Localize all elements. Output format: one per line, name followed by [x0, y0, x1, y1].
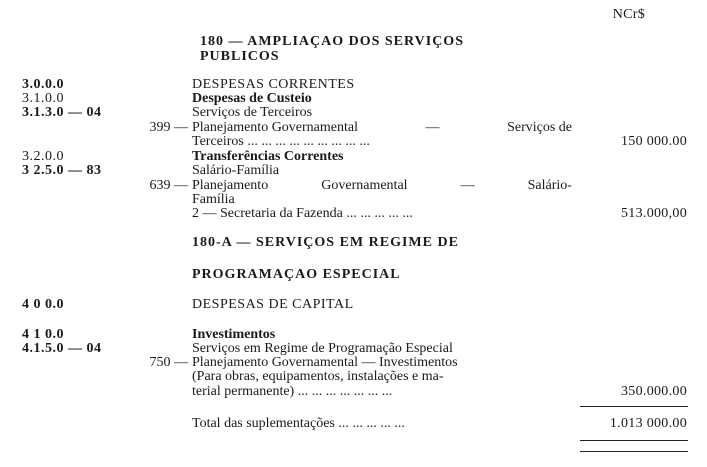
- amount: 513.000,00: [621, 206, 687, 221]
- sub-code: 750 —: [149, 355, 188, 370]
- text-part: —: [460, 178, 475, 193]
- line-text: Salário-Família: [192, 163, 280, 178]
- account-code: 3.2.0.0: [22, 149, 64, 164]
- total-rule-2: [580, 451, 688, 452]
- text-part: Salário-: [527, 178, 572, 193]
- account-code: 3.1.3.0 — 04: [22, 105, 102, 120]
- account-code: 3.0.0.0: [22, 77, 64, 92]
- line-text: DESPESAS DE CAPITAL: [192, 297, 354, 312]
- account-code: 3.1.0.0: [22, 91, 64, 106]
- section-title-cont: PROGRAMAÇAO ESPECIAL: [192, 267, 401, 282]
- account-code: 4 0 0.0: [22, 297, 64, 312]
- line-text: Despesas de Custeio: [192, 91, 312, 106]
- section-title: 180 — AMPLIAÇAO DOS SERVIÇOS: [200, 34, 464, 49]
- line-text: Família: [192, 192, 235, 207]
- line-text: [192, 179, 572, 193]
- section-title: 180-A — SERVIÇOS EM REGIME DE: [192, 235, 459, 250]
- text-part: Serviços de: [507, 120, 572, 135]
- line-text: (Para obras, equipamentos, instalações e ma-: [192, 369, 444, 384]
- account-code: 4.1.5.0 — 04: [22, 341, 102, 356]
- amount: 350.000.00: [621, 384, 687, 399]
- line-text: Transferências Correntes: [192, 149, 344, 164]
- total-rule-1: [580, 440, 688, 441]
- account-code: 3 2.5.0 — 83: [22, 163, 102, 178]
- line-text: [192, 121, 572, 135]
- total-amount: 1.013 000.00: [609, 416, 687, 431]
- line-text: Terceiros ... ... ... ... ... ... ... ... ...: [192, 134, 370, 149]
- line-text: Serviços de Terceiros: [192, 105, 313, 120]
- sub-code: 399 —: [149, 120, 188, 135]
- line-text: 2 — Secretaria da Fazenda ... ... ... ... ...: [192, 206, 413, 221]
- subtotal-rule: [580, 406, 688, 407]
- line-text: DESPESAS CORRENTES: [192, 77, 355, 92]
- line-text: Planejamento Governamental — Investimentos: [192, 355, 458, 370]
- text-part: —: [425, 120, 440, 135]
- text-part: Planejamento: [192, 178, 269, 193]
- account-code: 4 1 0.0: [22, 327, 64, 342]
- text-part: Planejamento Governamental: [192, 120, 358, 135]
- amount: 150 000.00: [621, 134, 687, 149]
- line-text: terial permanente) ... ... ... ... ... ... ...: [192, 384, 393, 399]
- text-part: Governamental: [321, 178, 408, 193]
- line-text: Investimentos: [192, 327, 276, 342]
- sub-code: 639 —: [149, 178, 188, 193]
- total-label: Total das suplementações ... ... ... ... ...: [192, 416, 405, 431]
- currency-header: NCr$: [612, 7, 645, 22]
- line-text: Serviços em Regime de Programação Especial: [192, 341, 453, 356]
- section-title-cont: PUBLICOS: [200, 49, 280, 64]
